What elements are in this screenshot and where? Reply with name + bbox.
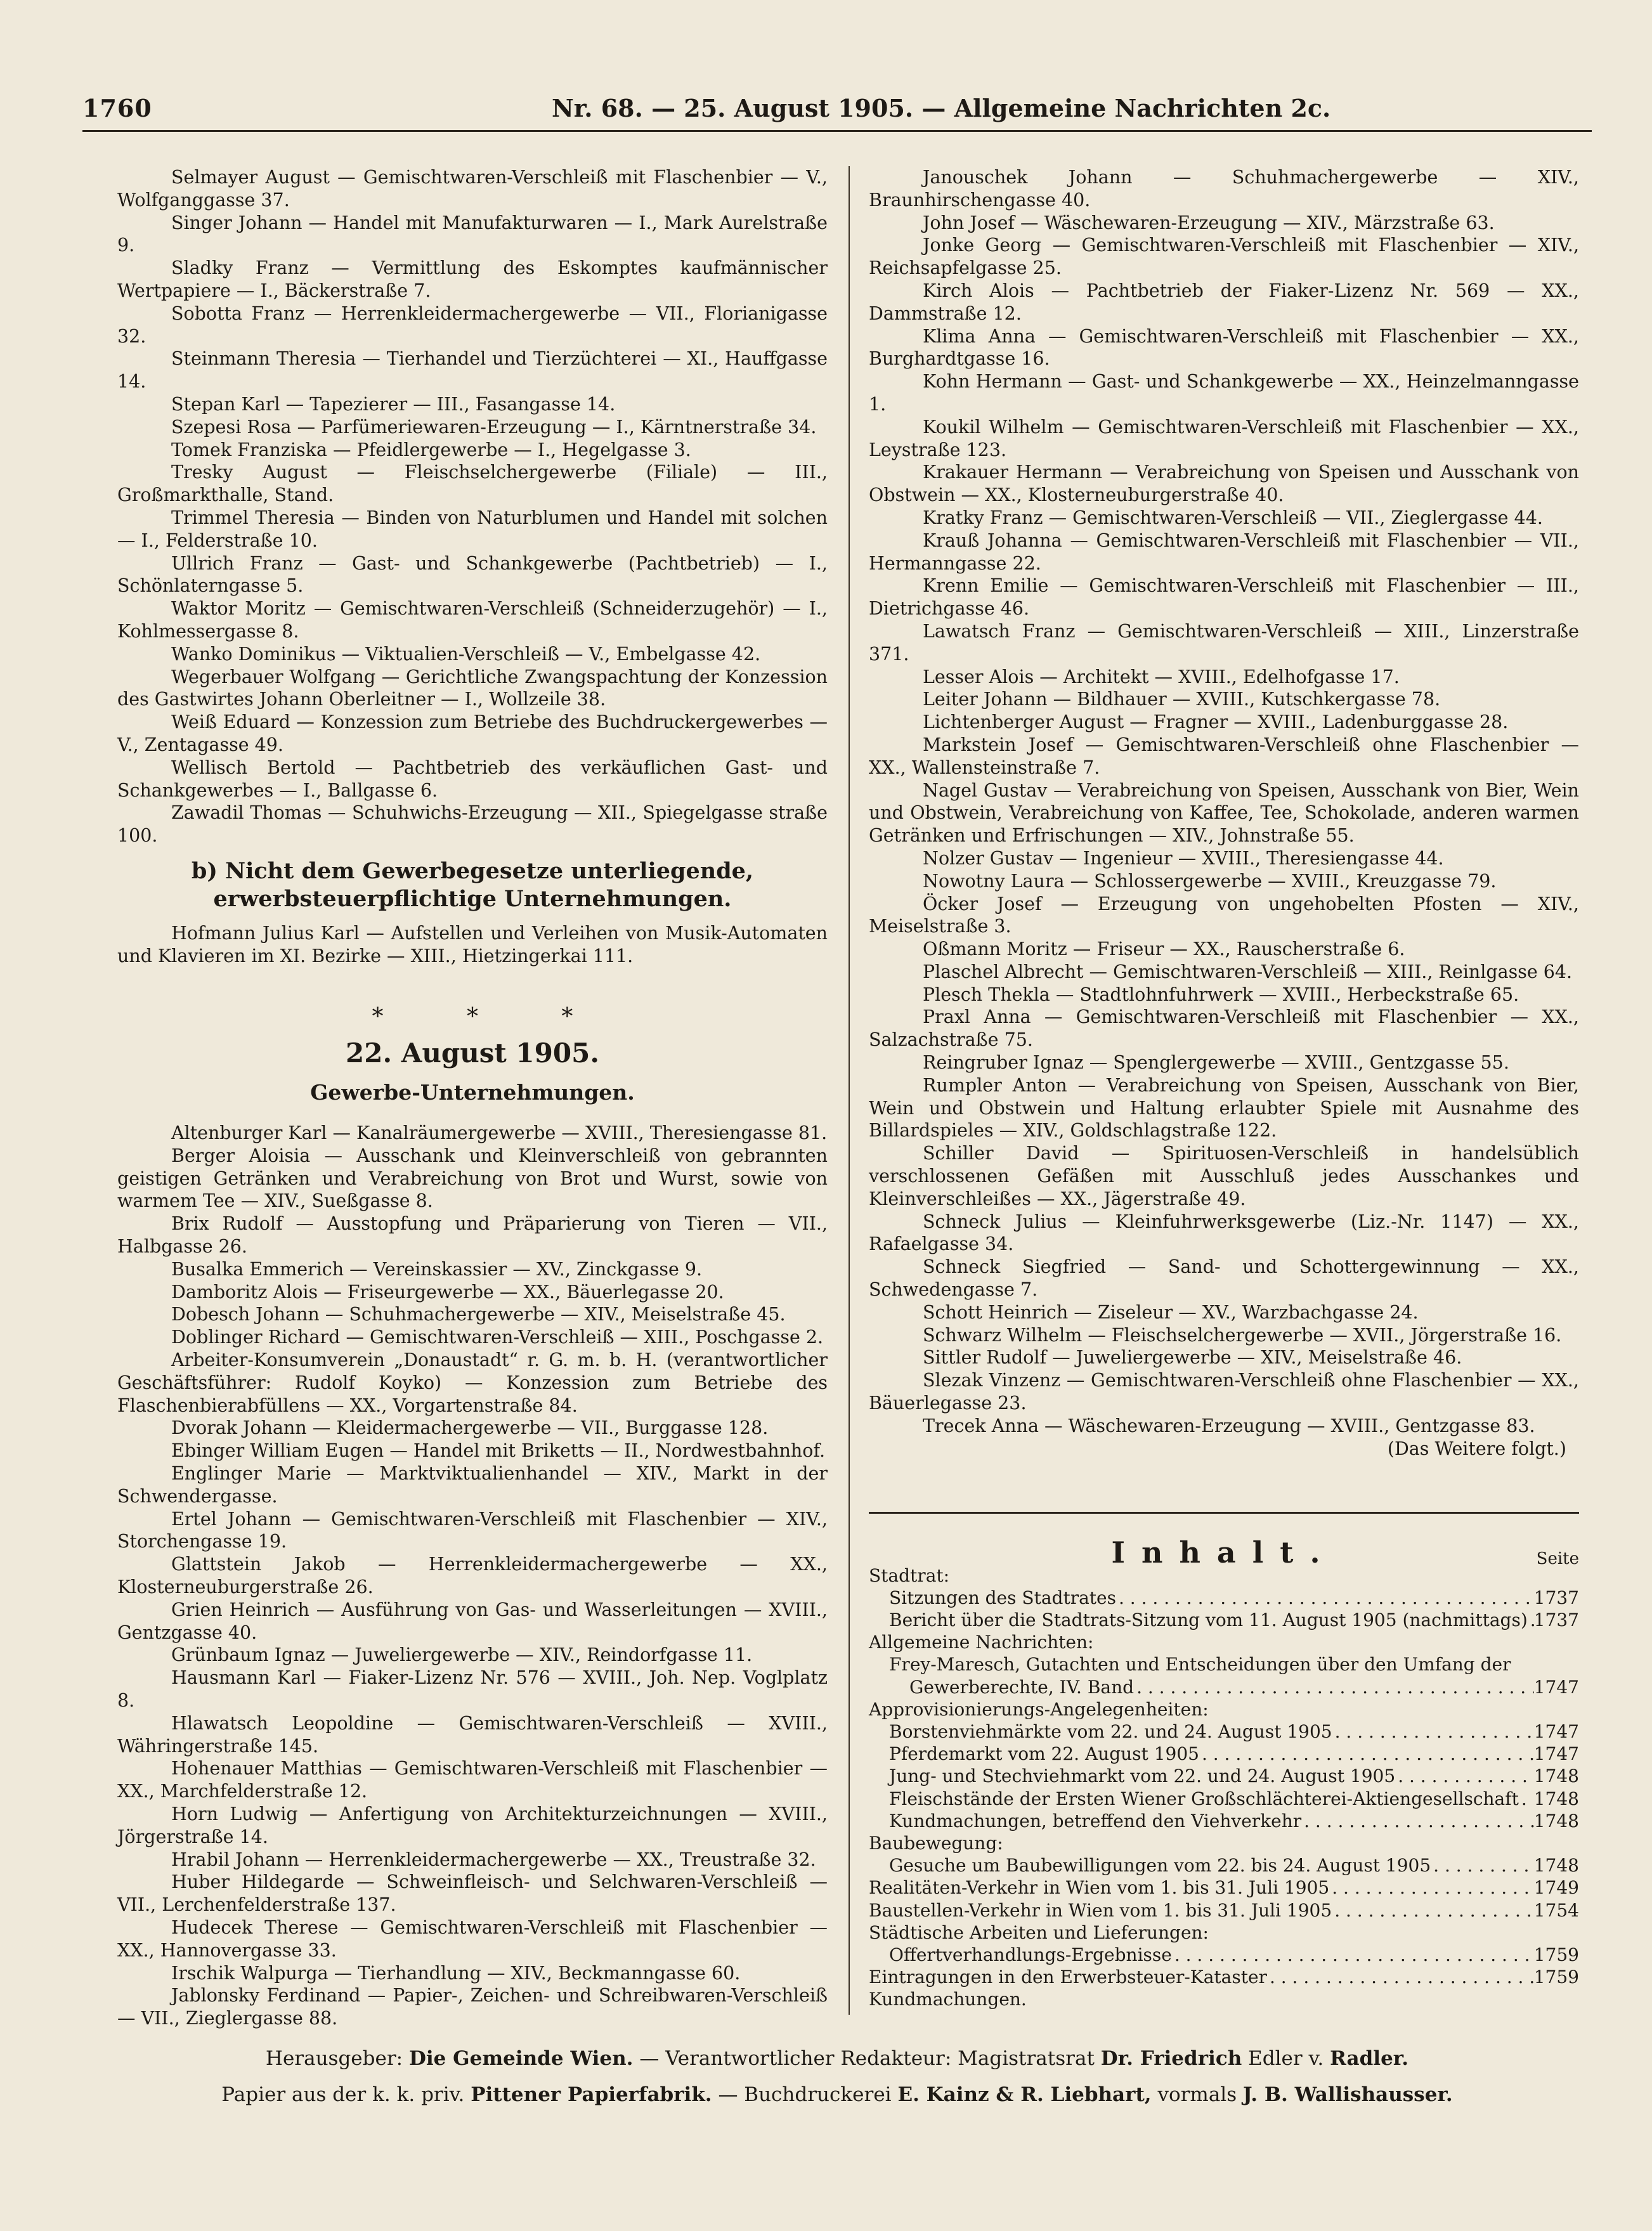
toc-item-text: Bericht über die Stadtrats-Sitzung vom 11. August 1905 (nachmittags) [889,1610,1528,1631]
list-item: Krenn Emilie — Gemischtwaren-Verschleiß mit Flaschenbier — III., Dietrichgasse 46. [869,575,1579,620]
list-item: Doblinger Richard — Gemischtwaren-Verschleiß — XIII., Poschgasse 2. [171,1327,824,1348]
list-item: Hlawatsch Leopoldine — Gemischtwaren-Verschleiß — XVIII., Währingerstraße 145. [117,1712,828,1757]
list-item: Berger Aloisia — Ausschank und Kleinverschleiß von gebrannten geistigen Getränken und Verabreichung von Brot und Wurst, sowie von warmem Tee — XIV., Sueßgasse 8. [117,1145,828,1212]
list-item: Trecek Anna — Wäschewaren-Erzeugung — XVIII., Gentzgasse 83. [923,1415,1535,1436]
toc-leader [1116,1587,1534,1609]
toc-category: Städtische Arbeiten und Lieferungen: [869,1922,1209,1943]
list-item: Krakauer Hermann — Verabreichung von Speisen und Ausschank von Obstwein — XX., Klosterneuburgerstraße 40. [869,462,1579,506]
list-item: Jablonsky Ferdinand — Papier-, Zeichen- und Schreibwaren-Verschleiß — VII., Zieglergasse 88. [117,1985,828,2029]
toc-leader [1329,1877,1534,1899]
list-item: Praxl Anna — Gemischtwaren-Verschleiß mit Flaschenbier — XX., Salzachstraße 75. [869,1006,1579,1051]
list-item: Busalka Emmerich — Vereinskassier — XV., Zinckgasse 9. [171,1258,703,1280]
publisher-name: Die Gemeinde Wien. [408,2047,634,2070]
list-item: Schott Heinrich — Ziseleur — XV., Warzbachgasse 24. [923,1301,1419,1323]
entry-list-a [117,166,828,847]
toc-category: Kundmachungen. [869,1989,1027,2010]
former-printer: J. B. Wallishausser. [1243,2083,1453,2106]
printer-name: E. Kainz & R. Liebhart, [897,2083,1152,2106]
toc-item [869,1966,1579,1988]
toc-page: 1747 [1533,1721,1579,1743]
toc-page: 1748 [1533,1855,1579,1877]
list-item: Hofmann Julius Karl — Aufstellen und Verleihen von Musik-Automaten und Klavieren im XI. Bezirke — XIII., Hietzingerkai 111. [117,922,828,966]
toc-item [869,1743,1579,1765]
list-item: Dvorak Johann — Kleidermachergewerbe — VII., Burggasse 128. [171,1417,769,1439]
list-item: Nowotny Laura — Schlossergewerbe — XVIII., Kreuzgasse 79. [923,870,1497,892]
editor-surname: Radler. [1330,2047,1409,2070]
list-item: Irschik Walpurga — Tierhandlung — XIV., Beckmanngasse 60. [171,1962,741,1984]
toc-page: 1748 [1533,1766,1579,1787]
toc-item [869,1609,1579,1631]
list-item: Schiller David — Spirituosen-Verschleiß in handelsüblich verschlossenen Gefäßen mit Ausschluß jedes Ausschankes und Kleinverschleißes — XX., Jägerstraße 49. [869,1143,1579,1209]
list-item: Huber Hildegarde — Schweinfleisch- und Selchwaren-Verschleiß — VII., Lerchenfelderstraße 137. [117,1871,828,1916]
list-item: Wellisch Bertold — Pachtbetrieb des verkäuflichen Gast- und Schankgewerbes — I., Ballgasse 6. [117,757,828,801]
list-item: Tomek Franziska — Pfeidlergewerbe — I., Hegelgasse 3. [171,439,691,460]
toc-page: 1749 [1533,1877,1579,1899]
toc-leader [1267,1966,1534,1988]
list-item: Schneck Siegfried — Sand- und Schottergewinnung — XX., Schwedengasse 7. [869,1256,1579,1301]
toc-item [869,1810,1579,1832]
list-item: Steinmann Theresia — Tierhandel und Tierzüchterei — XI., Hauffgasse 14. [117,348,828,393]
toc-page: 1747 [1533,1743,1579,1765]
toc-group-staedtische-arbeiten [869,1944,1579,1966]
list-item: Sittler Rudolf — Juweliergewerbe — XIV., Meiselstraße 46. [923,1347,1462,1369]
list-item: Hrabil Johann — Herrenkleidermachergewerbe — XX., Treustraße 32. [171,1849,816,1870]
page-header [82,94,1592,127]
toc-item-text: Gesuche um Baubewilligungen vom 22. bis 24. August 1905 [889,1855,1431,1877]
toc-leader [1199,1743,1534,1765]
entry-list-c [117,1122,828,2030]
section-b-heading: b) Nicht dem Gewerbegesetze unterliegende, erwerbsteuerpflichtige Unternehmungen. [191,857,754,912]
toc-item-text: Realitäten-Verkehr in Wien vom 1. bis 31. Juli 1905 [869,1877,1330,1899]
list-item: Leiter Johann — Bildhauer — XVIII., Kutschkergasse 78. [923,689,1441,710]
list-item: Wegerbauer Wolfgang — Gerichtliche Zwangspachtung der Konzession des Gastwirtes Johann Oberleitner — I., Wollzeile 38. [117,666,828,710]
list-item: Dobesch Johann — Schuhmachergewerbe — XIV., Meiselstraße 45. [171,1304,786,1325]
paper-label: Papier aus der k. k. priv. [221,2083,465,2106]
toc-page: 1754 [1533,1899,1579,1921]
list-item: Öcker Josef — Erzeugung von ungehobelten Pfosten — XIV., Meiselstraße 3. [869,893,1579,937]
right-column [869,166,1579,2011]
continued-note: (Das Weitere folgt.) [1387,1438,1566,1459]
list-item: Hohenauer Matthias — Gemischtwaren-Verschleiß mit Flaschenbier — XX., Marchfelderstraße 12. [117,1758,828,1802]
toc-item [869,1877,1579,1899]
list-item: Hausmann Karl — Fiaker-Lizenz Nr. 576 — XVIII., Joh. Nep. Voglplatz 8. [117,1667,828,1712]
toc-item [869,1944,1579,1966]
toc-leader [1172,1944,1534,1966]
list-item: John Josef — Wäschewaren-Erzeugung — XIV., Märzstraße 63. [923,212,1495,233]
formerly-label: vormals [1157,2083,1237,2106]
list-item: Szepesi Rosa — Parfümeriewaren-Erzeugung — I., Kärntnerstraße 34. [171,416,817,438]
publisher-line [82,2047,1592,2070]
toc-category: Approvisionierungs-Angelegenheiten: [869,1698,1209,1720]
list-item: Klima Anna — Gemischtwaren-Verschleiß mit Flaschenbier — XX., Burghardtgasse 16. [869,325,1579,370]
list-item: Lawatsch Franz — Gemischtwaren-Verschleiß — XIII., Linzerstraße 371. [869,620,1579,665]
list-item: Zawadil Thomas — Schuhwichs-Erzeugung — XII., Spiegelgasse straße 100. [117,802,828,847]
toc-item-text: Pferdemarkt vom 22. August 1905 [889,1743,1199,1765]
list-item: Singer Johann — Handel mit Manufakturwaren — I., Mark Aurelstraße 9. [117,212,828,256]
toc-page: 1748 [1533,1810,1579,1831]
list-item: Damboritz Alois — Friseurgewerbe — XX., Bäuerlegasse 20. [171,1281,724,1303]
toc-leader [1301,1810,1534,1832]
toc-page: 1759 [1533,1944,1579,1966]
column-rule [849,166,850,2015]
list-item: Nagel Gustav — Verabreichung von Speisen, Ausschank von Bier, Wein und Obstwein, Verabreichung von Kaffee, Tee, Schokolade, anderen warmen Getränken und Erfrischungen — XIV., Johnstraße 55. [869,779,1579,847]
toc-page: 1747 [1533,1676,1579,1698]
list-item: Lesser Alois — Architekt — XVIII., Edelhofgasse 17. [923,666,1400,687]
toc-page: 1759 [1533,1967,1579,1988]
list-item: Grünbaum Ignaz — Juweliergewerbe — XIV., Reindorfgasse 11. [171,1644,753,1666]
list-item: Koukil Wilhelm — Gemischtwaren-Verschleiß mit Flaschenbier — XX., Leystraße 123. [869,416,1579,460]
list-item: Kratky Franz — Gemischtwaren-Verschleiß — VII., Zieglergasse 44. [923,507,1543,528]
list-item: Kohn Hermann — Gast- und Schankgewerbe — XX., Heinzelmanngasse 1. [869,371,1579,415]
toc-item-text: Baustellen-Verkehr in Wien vom 1. bis 31. Juli 1905 [869,1899,1332,1921]
toc-item [869,1653,1579,1675]
toc-item [869,1854,1579,1877]
toc-item-text: Eintragungen in den Erwerbsteuer-Kataster [869,1967,1267,1988]
list-item: Weiß Eduard — Konzession zum Betriebe des Buchdruckergewerbes — V., Zentagasse 49. [117,712,828,755]
toc-leader [1134,1676,1534,1698]
table-of-contents [869,1535,1579,2010]
toc-item [869,1720,1579,1743]
toc-item [869,1899,1579,1922]
editor-label: — Verantwortlicher Redakteur: Magistratsrat [639,2047,1095,2070]
toc-group-baubewegung [869,1854,1579,1877]
toc-page: 1737 [1533,1587,1579,1608]
list-item: Ertel Johann — Gemischtwaren-Verschleiß mit Flaschenbier — XIV., Storchengasse 19. [117,1508,828,1552]
toc-leader [1332,1720,1534,1743]
toc-leader [1332,1899,1534,1922]
toc-item [869,1765,1579,1787]
list-item: Rumpler Anton — Verabreichung von Speisen, Ausschank von Bier, Wein und Obstwein und Haltung erlaubter Spiele mit Ausnahme des Billardspieles — XIV., Goldschlagstraße 122. [869,1074,1579,1142]
page-number: 1760 [82,94,152,122]
editor-name: Dr. Friedrich [1100,2047,1242,2070]
toc-item [869,1788,1579,1810]
list-item: Brix Rudolf — Ausstopfung und Präparierung von Tieren — VII., Halbgasse 26. [117,1213,828,1258]
contents-rule [869,1512,1579,1514]
list-item: Arbeiter-Konsumverein „Donaustadt“ r. G. m. b. H. (verantwortlicher Geschäftsführer: Rudolf Koyko) — Konzession zum Betriebe des Flaschenbierabfüllens — XX., Vorgartenstraße 84. [117,1350,828,1416]
toc-item-text: Borstenviehmärkte vom 22. und 24. August 1905 [889,1721,1332,1743]
entry-list-b [117,922,828,968]
list-item: Plaschel Albrecht — Gemischtwaren-Verschleiß — XIII., Reinlgasse 64. [923,961,1573,982]
toc-group-approvisionierung [869,1720,1579,1832]
contents-title: Inhalt. [1111,1535,1337,1570]
list-item: Schneck Julius — Kleinfuhrwerksgewerbe (Liz.-Nr. 1147) — XX., Rafaelgasse 34. [869,1211,1579,1255]
toc-item-text: Offertverhandlungs-Ergebnisse [889,1944,1172,1966]
toc-leader [1395,1765,1534,1787]
toc-leader [1519,1788,1534,1810]
list-item: Tresky August — Fleischselchergewerbe (Filiale) — III., Großmarkthalle, Stand. [117,462,828,506]
toc-group-stadtrat [869,1587,1579,1631]
list-item: Ullrich Franz — Gast- und Schankgewerbe (Pachtbetrieb) — I., Schönlaterngasse 5. [117,552,828,597]
date-heading: 22. August 1905. [346,1037,599,1069]
toc-item-text: Kundmachungen, betreffend den Viehverkehr [889,1810,1302,1831]
toc-item-text: Sitzungen des Stadtrates [889,1587,1116,1608]
toc-category: Allgemeine Nachrichten: [869,1632,1094,1653]
list-item: Glattstein Jakob — Herrenkleidermachergewerbe — XX., Klosterneuburgerstraße 26. [117,1554,828,1598]
page-column-label: Seite [1536,1549,1579,1569]
list-item: Altenburger Karl — Kanalräumergewerbe — XVIII., Theresiengasse 81. [171,1122,828,1144]
list-item: Hudecek Therese — Gemischtwaren-Verschleiß mit Flaschenbier — XX., Hannovergasse 33. [117,1916,828,1961]
running-head: Nr. 68. — 25. August 1905. — Allgemeine Nachrichten 2c. [552,94,1331,122]
toc-item-text: Jung- und Stechviehmarkt vom 22. und 24. August 1905 [889,1766,1396,1787]
toc-item [869,1676,1579,1698]
gewerbe-heading: Gewerbe-Unternehmungen. [310,1080,635,1105]
list-item: Selmayer August — Gemischtwaren-Verschleiß mit Flaschenbier — V., Wolfganggasse 37. [117,167,828,211]
toc-item-text: Fleischstände der Ersten Wiener Großschlächterei-Aktiengesellschaft [889,1788,1519,1809]
list-item: Wanko Dominikus — Viktualien-Verschleiß — V., Embelgasse 42. [171,643,761,665]
list-item: Ebinger William Eugen — Handel mit Briketts — II., Nordwestbahnhof. [171,1440,826,1462]
list-item: Grien Heinrich — Ausführung von Gas- und Wasserleitungen — XVIII., Gentzgasse 40. [117,1599,828,1643]
toc-group-verkehr [869,1877,1579,1921]
list-item: Kirch Alois — Pachtbetrieb der Fiaker-Lizenz Nr. 569 — XX., Dammstraße 12. [869,280,1579,324]
toc-leader [1528,1609,1534,1631]
list-item: Slezak Vinzenz — Gemischtwaren-Verschleiß ohne Flaschenbier — XX., Bäuerlegasse 23. [869,1370,1579,1414]
toc-category: Stadtrat: [869,1564,950,1586]
printer-label: — Buchdruckerei [718,2083,892,2106]
list-item: Jonke Georg — Gemischtwaren-Verschleiß mit Flaschenbier — XIV., Reichsapfelgasse 25. [869,235,1579,279]
editor-title: Edler v. [1248,2047,1324,2070]
list-item: Janouschek Johann — Schuhmachergewerbe — XIV., Braunhirschengasse 40. [869,167,1579,211]
list-item: Krauß Johanna — Gemischtwaren-Verschleiß mit Flaschenbier — VII., Hermanngasse 22. [869,530,1579,574]
toc-category: Baubewegung: [869,1833,1003,1854]
list-item: Englinger Marie — Marktviktualienhandel — XIV., Markt in der Schwendergasse. [117,1463,828,1507]
list-item: Reingruber Ignaz — Spenglergewerbe — XVIII., Gentzgasse 55. [923,1052,1509,1074]
list-item: Plesch Thekla — Stadtlohnfuhrwerk — XVIII., Herbeckstraße 65. [923,984,1519,1005]
list-item: Schwarz Wilhelm — Fleischselchergewerbe — XVII., Jörgerstraße 16. [923,1324,1562,1346]
toc-leader [1431,1854,1534,1877]
left-column [117,166,828,2030]
list-item: Markstein Josef — Gemischtwaren-Verschleiß ohne Flaschenbier — XX., Wallensteinstraße 7. [869,734,1579,778]
list-item: Horn Ludwig — Anfertigung von Architekturzeichnungen — XVIII., Jörgerstraße 14. [117,1804,828,1847]
toc-item-text: Gewerberechte, IV. Band [909,1676,1135,1698]
paper-mill: Pittener Papierfabrik. [471,2083,712,2106]
list-item: Oßmann Moritz — Friseur — XX., Rauscherstraße 6. [923,939,1405,960]
list-item: Nolzer Gustav — Ingenieur — XVIII., Theresiengasse 44. [923,847,1444,869]
toc-page: 1737 [1533,1610,1579,1631]
list-item: Lichtenberger August — Fragner — XVIII., Ladenburggasse 28. [923,712,1509,733]
entry-list-right [869,166,1579,1438]
printer-line [82,2083,1592,2106]
publisher-label: Herausgeber: [265,2047,403,2070]
list-item: Sobotta Franz — Herrenkleidermachergewerbe — VII., Florianigasse 32. [117,302,828,347]
list-item: Trimmel Theresia — Binden von Naturblumen und Handel mit solchen — I., Felderstraße 10. [117,507,828,551]
toc-item-text: Frey-Maresch, Gutachten und Entscheidungen über den Umfang der [889,1654,1511,1675]
list-item: Stepan Karl — Tapezierer — III., Fasangasse 14. [171,393,616,415]
toc-page: 1748 [1533,1788,1579,1809]
section-separator-stars: * * * [372,1003,611,1030]
list-item: Waktor Moritz — Gemischtwaren-Verschleiß (Schneiderzugehör) — I., Kohlmessergasse 8. [117,598,828,642]
toc-item [869,1587,1579,1609]
header-rule [82,130,1592,132]
list-item: Sladky Franz — Vermittlung des Eskomptes kaufmännischer Wertpapiere — I., Bäckerstraße 7. [117,257,828,301]
